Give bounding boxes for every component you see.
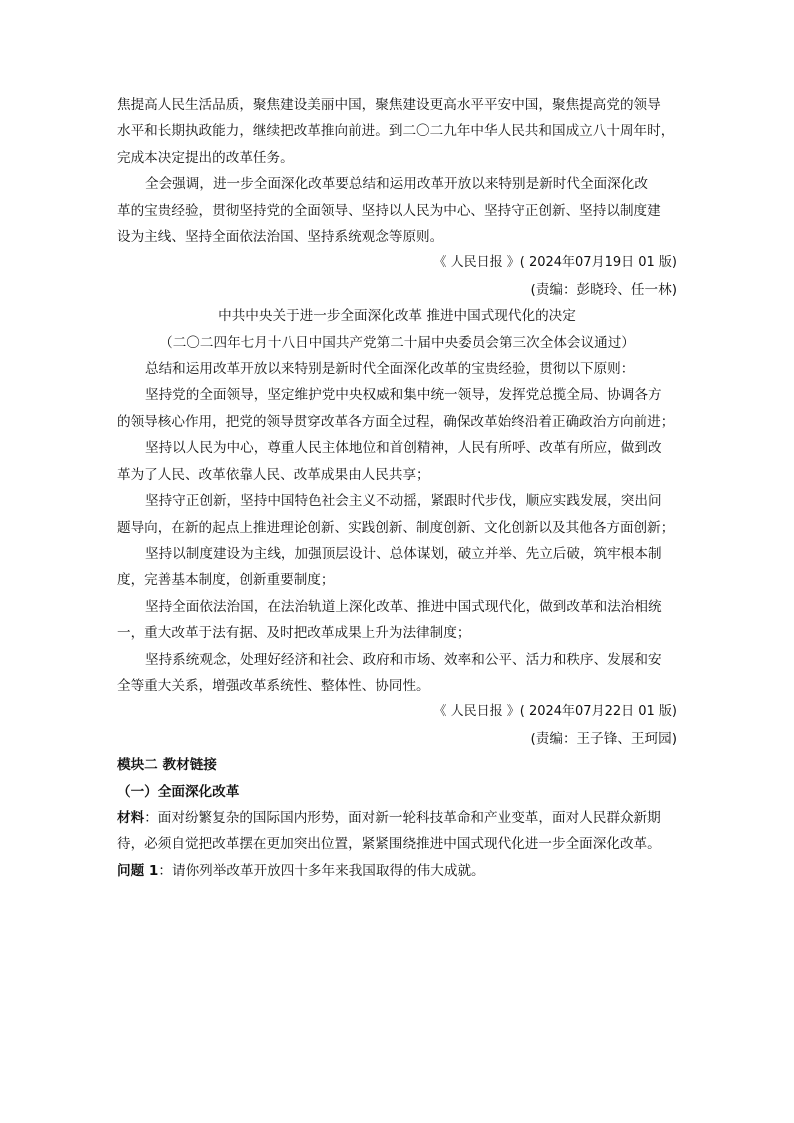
principle-item — [117, 541, 677, 594]
question-line — [117, 858, 677, 884]
text-line: 设为主线、坚持全面依法治国、坚持系统观念等原则。 — [117, 229, 444, 246]
document-page — [117, 92, 677, 884]
text-line: 的领导核心作用，把党的领导贯穿改革各方面全过程，确保改革始终沿着正确政治方向前进； — [117, 413, 675, 430]
question-label: 问题 1 — [117, 862, 159, 879]
material-label: 材料 — [117, 809, 145, 826]
document-title: 中共中央关于进一步全面深化改革 推进中国式现代化的决定 — [218, 308, 576, 325]
paragraph-plenary-emphasis — [117, 171, 677, 250]
text-line: 坚持以制度建设为主线，加强顶层设计、总体谋划，破立并举、先立后破，筑牢根本制 — [145, 545, 662, 562]
text-line: 一，重大改革于法有据、及时把改革成果上升为法律制度； — [117, 625, 471, 642]
text-line: 坚持以人民为中心，尊重人民主体地位和首创精神，人民有所呼、改革有所应，做到改 — [145, 440, 662, 457]
text-line: 待，必须自觉把改革摆在更加突出位置，紧紧围绕推进中国式现代化进一步全面深化改革。 — [117, 836, 661, 853]
document-subtitle: （二〇二四年七月十八日中国共产党第二十届中央委员会第三次全体会议通过） — [159, 334, 635, 351]
text-line: 度，完善基本制度，创新重要制度； — [117, 572, 335, 589]
text-line: 坚持系统观念，处理好经济和社会、政府和市场、效率和公平、活力和秩序、发展和安 — [145, 651, 662, 668]
text-line — [117, 805, 677, 831]
question-text: ：请你列举改革开放四十多年来我国取得的伟大成就。 — [158, 862, 485, 879]
source-citation: 《 人民日报 》( 2024年07月22日 01 版) — [433, 704, 677, 720]
paragraph-plenary-goals — [117, 92, 677, 171]
intro-line: 总结和运用改革开放以来特别是新时代全面深化改革的宝贵经验，贯彻以下原则： — [145, 361, 635, 378]
module-heading: 模块二 教材链接 — [117, 757, 217, 774]
text-line: 坚持全面依法治国，在法治轨道上深化改革、推进中国式现代化，做到改革和法治相统 — [145, 598, 662, 615]
text-line: 焦提高人民生活品质，聚焦建设美丽中国，聚焦建设更高水平平安中国，聚焦提高党的领导 — [117, 97, 661, 113]
material-block — [117, 805, 677, 858]
text-line: 革为了人民、改革依靠人民、改革成果由人民共享； — [117, 466, 430, 483]
principle-item — [117, 435, 677, 488]
text-line: 革的宝贵经验，贯彻坚持党的全面领导、坚持以人民为中心、坚持守正创新、坚持以制度建 — [117, 202, 661, 219]
editor-credit: (责编：彭晓玲、任一林) — [530, 281, 677, 298]
text-line: 完成本决定提出的改革任务。 — [117, 149, 294, 166]
material-text: ：面对纷繁复杂的国际国内形势，面对新一轮科技革命和产业变革，面对人民群众新期 — [144, 809, 661, 826]
text-line: 全会强调，进一步全面深化改革要总结和运用改革开放以来特别是新时代全面深化改 — [145, 176, 648, 193]
text-line: 坚持党的全面领导，坚定维护党中央权威和集中统一领导，发挥党总揽全局、协调各方 — [145, 387, 662, 404]
principle-item — [117, 488, 677, 541]
editor-credit: (责编：王子锋、王珂园) — [530, 730, 677, 747]
source-citation: 《 人民日报 》( 2024年07月19日 01 版) — [433, 255, 677, 271]
text-line: 题导向，在新的起点上推进理论创新、实践创新、制度创新、文化创新以及其他各方面创新； — [117, 519, 675, 536]
principle-item — [117, 647, 677, 700]
text-line: 全等重大关系，增强改革系统性、整体性、协同性。 — [117, 677, 430, 694]
text-line: 水平和长期执政能力，继续把改革推向前进。到二〇二九年中华人民共和国成立八十周年时， — [117, 123, 675, 140]
principle-item — [117, 382, 677, 435]
section-heading: （一）全面深化改革 — [117, 783, 240, 800]
text-line: 坚持守正创新，坚持中国特色社会主义不动摇，紧跟时代步伐，顺应实践发展，突出问 — [145, 493, 662, 510]
principle-item — [117, 594, 677, 647]
